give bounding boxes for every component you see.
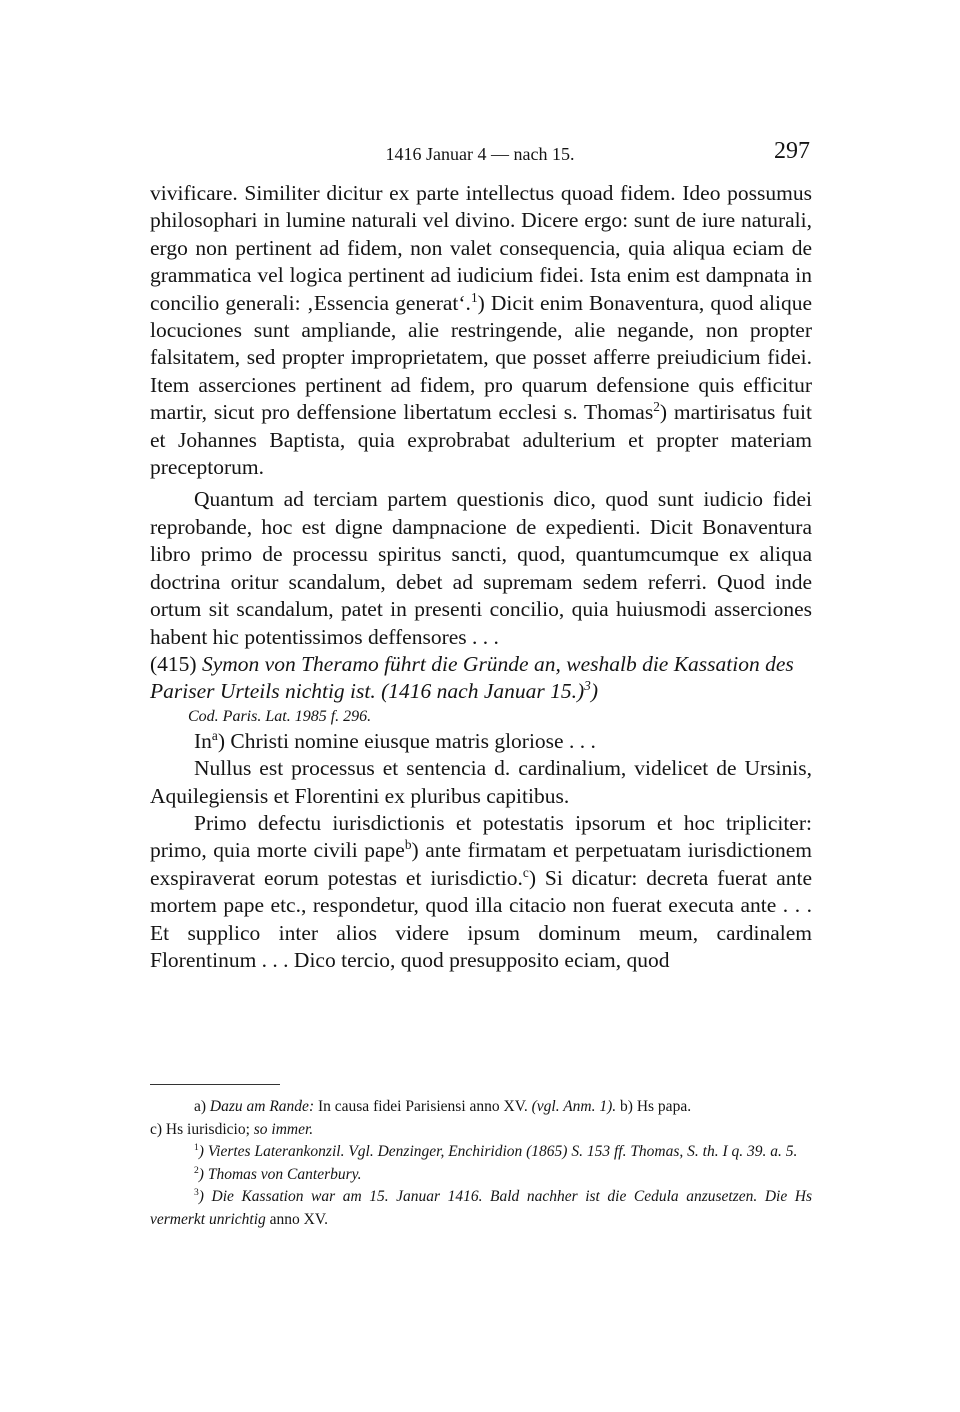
footnote-3-end: anno XV. — [265, 1210, 328, 1228]
paragraph-1-text: vivificare. Similiter dicitur ex parte intellectus quoad fidem. Ideo possumus philosophari in lumine naturali vel divino. Dicere ergo: sunt de iure naturali, ergo non pertinent ad fidem, non valet consequencia, quia aliqua eciam de grammatica vel logica pertinent ad iudicium fidei. Ista enim est dampnata in concilio generali: ‚Essencia generat‘. — [150, 181, 812, 315]
paragraph-5-start: Primo defectu iurisdictionis et potestatis ipsorum et hoc tripliciter: primo, quia morte civili pape — [150, 810, 812, 863]
footnote-3-label: 3 — [194, 1186, 199, 1198]
paragraph-2: Quantum ad terciam partem questionis dico, quod sunt iudicio fidei reprobande, hoc est digne dampnacione de expedienti. Dicit Bonaventura libro primo de processu spiritus sancti, quod, quantumcumque ex aliqua doctrina oritur scandalum, debet ad supremam sedem referri. Quod inde ortum sit scandalum, patet in presenti concilio, quia huiusmodi asserciones habent hic potentissimos deffensores . . . — [150, 487, 812, 649]
paragraph-1-end: ) martirisatus fuit et Johannes Baptista, quia exprobrabat adulterium et propter materiam preceptorum. — [150, 400, 812, 480]
footnote-ref-b: b — [404, 837, 412, 853]
footnote-ref-c: c — [522, 864, 529, 880]
footnote-3-text: ) Die Kassation war am 15. Januar 1416. Bald nachher ist die Cedula anzusetzen. Die Hs vermerkt unrichtig — [150, 1188, 812, 1228]
footnote-c — [150, 1119, 812, 1142]
footnote-a — [150, 1096, 812, 1119]
footnote-ref-2: 2 — [653, 399, 660, 415]
footnote-1 — [150, 1141, 812, 1164]
paragraph-1-rest: Dicit enim Bonaventura, quod alique locuciones sunt ampliande, alie restringende, alie negande, non propter falsitatem, sed propter improprietatem, que posset afferre preiudicium fidei. Item asserciones pertinent ad fidem, pro quarum defensione quis efficitur martir, sicut pro deffensione libertatum ecclesi s. Thomas — [150, 290, 812, 425]
page-number: 297 — [774, 138, 810, 164]
footnote-ref-3: 3 — [584, 678, 591, 694]
codex-reference: Cod. Paris. Lat. 1985 f. 296. — [188, 707, 372, 725]
footnotes — [150, 1096, 812, 1231]
footnote-a-text: In causa fidei Parisiensi anno XV. — [314, 1098, 528, 1115]
footnote-ref-1: 1 — [470, 289, 478, 305]
paragraph-3 — [150, 728, 812, 755]
footnote-ref-a: a — [211, 727, 218, 743]
footnote-a-italic: Dazu am Rande: — [209, 1098, 315, 1115]
main-text — [150, 180, 812, 974]
paragraph-3-start: In — [194, 728, 212, 753]
paragraph-5 — [150, 810, 812, 974]
footnote-a-ref: (vgl. Anm. 1). — [527, 1098, 617, 1115]
paragraph-5-middle: ) ante firmatam et perpetuatam iurisdictionem exspiraverat eorum potestas et iurisdictio. — [150, 838, 812, 890]
paragraph-3-rest: ) Christi nomine eiusque matris gloriose . . . — [217, 728, 596, 753]
footnote-1-label: 1 — [194, 1141, 199, 1153]
running-title: 1416 Januar 4 — nach 15. — [385, 144, 575, 164]
section-title: Symon von Theramo führt die Gründe an, weshalb die Kassation des Pariser Urteils nichtig ist. (1416 nach Januar 15.) — [150, 651, 794, 704]
footnote-b: b) Hs papa. — [616, 1098, 692, 1115]
running-header — [150, 138, 810, 172]
section-number: (415) — [150, 651, 197, 676]
footnote-2-text: ) Thomas von Canterbury. — [198, 1165, 362, 1183]
footnote-2 — [150, 1164, 812, 1187]
footnote-rule — [150, 1084, 280, 1085]
footnote-3 — [150, 1186, 812, 1231]
footnote-2-label: 2 — [194, 1164, 199, 1176]
footnote-c-italic: so immer. — [249, 1120, 314, 1138]
paragraph-5-end: ) Si dicatur: decreta fuerat ante mortem pape etc., respondetur, quod illa citacio non fuerat executa ante . . . Et supplico inter alios videre ipsum dominum meum, cardinalem Florentinum . . . Dico tercio, quod presupposito eciam, quod — [150, 865, 813, 972]
footnote-a-label: a) — [194, 1098, 207, 1115]
paragraph-4: Nullus est processus et sentencia d. cardinalium, videlicet de Ursinis, Aquilegiensis et Florentini ex pluribus capitibus. — [150, 756, 812, 808]
footnote-c-label: c) — [150, 1120, 163, 1138]
paragraph-1: vivificare. Similiter dicitur ex parte intellectus quoad fidem. Ideo possumus philosophari in lumine naturali vel divino. Dicere ergo: sunt de iure naturali, ergo non pertinent ad fidem, non valet consequencia, quia aliqua eciam de grammatica vel logica pertinent ad iudicium fidei. Ista enim est dampnata in concilio generali: ‚Essencia generat‘.$^1$) Dicit enim Bonaventura, quod alique locuciones sunt ampliande, alie restringende, alie negande, non propter falsitatem, sed propter improprietatem, que posset afferre preiudicium fidei. Item asserciones pertinent ad fidem, pro quarum defensione quis efficitur martir, sicut pro deffensione libertatum ecclesi s. Thomas$^2$) martirisatus fuit et Johannes Baptista, quia exprobrabat adulterium et propter materiam preceptorum. — [150, 181, 812, 480]
section-heading: (415) Symon von Theramo führt die Gründe an, weshalb die Kassation des Pariser Urteils nichtig ist. (1416 nach Januar 15.)$^3$) — [150, 651, 794, 704]
footnote-1-text: ) Viertes Laterankonzil. Vgl. Denzinger, Enchiridion (1865) S. 153 ff. Thomas, S. th. I q. 39. a. 5. — [198, 1143, 798, 1160]
footnote-c-text: Hs iurisdicio; — [162, 1120, 250, 1138]
